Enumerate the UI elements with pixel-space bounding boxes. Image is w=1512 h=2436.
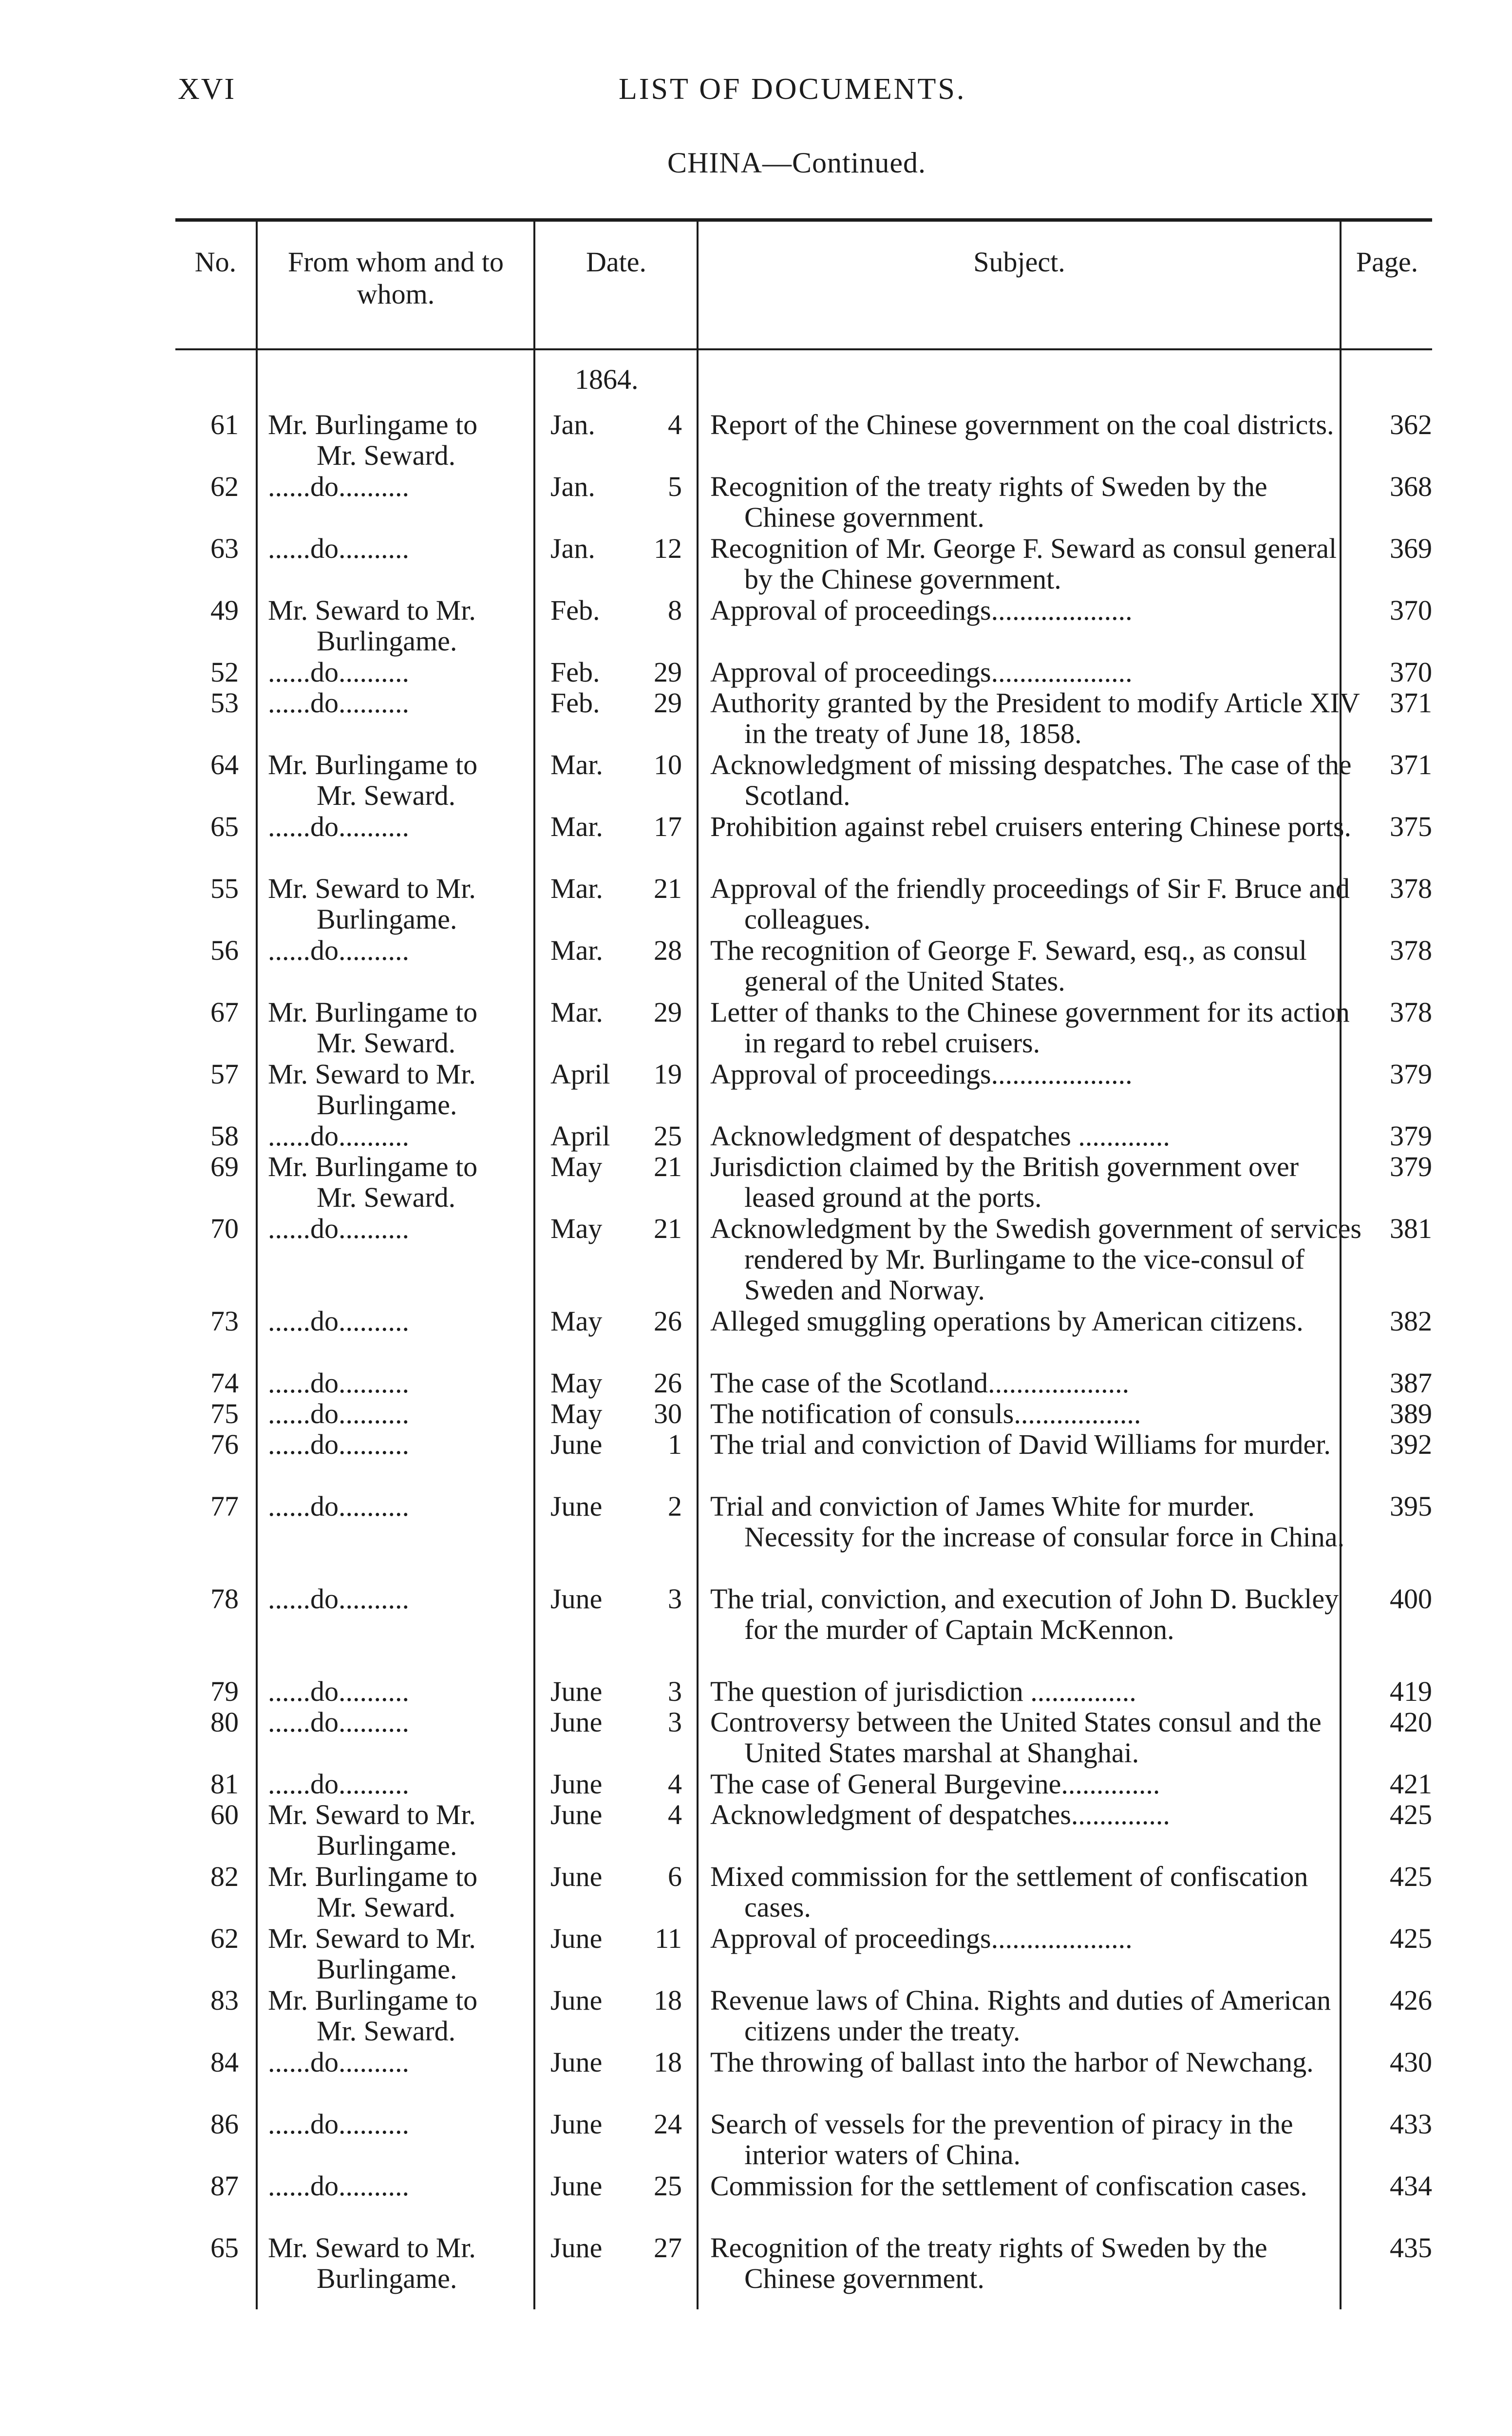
row-subject: The notification of consuls.................. — [710, 1398, 1141, 1429]
row-page: 395 — [1390, 1490, 1432, 1522]
row-month: Mar. — [550, 873, 603, 904]
row-from: Mr. Burlingame to Mr. Seward. — [268, 409, 478, 471]
row-subject: Letter of thanks to the Chinese government for its action in regard to rebel cruisers. — [710, 996, 1350, 1059]
row-page: 370 — [1390, 656, 1432, 688]
column-header-no: No. — [194, 246, 237, 278]
row-month: Feb. — [550, 594, 600, 626]
row-day: 21 — [654, 1213, 682, 1244]
row-day: 3 — [668, 1706, 682, 1738]
row-subject: Controversy between the United States consul and the United States marshal at Shanghai. — [710, 1706, 1322, 1769]
row-subject: Acknowledgment of missing despatches. The case of the Scotland. — [710, 749, 1352, 811]
row-page: 435 — [1390, 2232, 1432, 2264]
row-day: 28 — [654, 934, 682, 966]
row-page: 434 — [1390, 2170, 1432, 2202]
row-from: Mr. Seward to Mr. Burlingame. — [268, 1058, 476, 1121]
row-subject: Commission for the settlement of confiscation cases. — [710, 2170, 1307, 2202]
row-day: 18 — [654, 1984, 682, 2016]
row-number: 77 — [210, 1490, 239, 1522]
row-day: 10 — [654, 749, 682, 780]
row-from: Mr. Burlingame to Mr. Seward. — [268, 1861, 478, 1923]
row-from: ......do.......... — [268, 811, 409, 842]
row-subject: Approval of proceedings.................... — [710, 656, 1133, 688]
row-from: ......do.......... — [268, 1706, 409, 1738]
row-from: Mr. Seward to Mr. Burlingame. — [268, 2232, 476, 2294]
row-month: Jan. — [550, 533, 595, 564]
row-subject: Approval of proceedings.................... — [710, 1058, 1133, 1090]
row-number: 64 — [210, 749, 239, 780]
row-day: 26 — [654, 1305, 682, 1337]
row-number: 81 — [210, 1768, 239, 1800]
row-month: June — [550, 1428, 603, 1460]
row-month: May — [550, 1151, 603, 1182]
row-day: 30 — [654, 1398, 682, 1429]
row-subject: Recognition of the treaty rights of Sweden by the Chinese government. — [710, 471, 1267, 533]
row-month: June — [550, 1490, 603, 1522]
row-from: Mr. Burlingame to Mr. Seward. — [268, 1151, 478, 1213]
row-page: 371 — [1390, 749, 1432, 780]
row-from: Mr. Seward to Mr. Burlingame. — [268, 1799, 476, 1861]
row-number: 82 — [210, 1861, 239, 1892]
row-day: 3 — [668, 1583, 682, 1615]
row-number: 56 — [210, 934, 239, 966]
row-subject: The case of the Scotland.................... — [710, 1367, 1130, 1399]
row-from: Mr. Burlingame to Mr. Seward. — [268, 996, 478, 1059]
row-day: 8 — [668, 594, 682, 626]
row-subject: The throwing of ballast into the harbor of Newchang. — [710, 2046, 1314, 2078]
row-number: 62 — [210, 471, 239, 502]
row-page: 368 — [1390, 471, 1432, 502]
row-subject: The trial and conviction of David Williams for murder. — [710, 1428, 1331, 1460]
row-number: 80 — [210, 1706, 239, 1738]
row-page: 370 — [1390, 594, 1432, 626]
row-page: 369 — [1390, 533, 1432, 564]
row-day: 24 — [654, 2108, 682, 2140]
row-subject: Search of vessels for the prevention of piracy in the interior waters of China. — [710, 2108, 1293, 2170]
row-day: 29 — [654, 687, 682, 719]
row-from: ......do.......... — [268, 2108, 409, 2140]
row-page: 378 — [1390, 996, 1432, 1028]
row-number: 65 — [210, 2232, 239, 2264]
row-from: ......do.......... — [268, 2046, 409, 2078]
row-from: ......do.......... — [268, 1675, 409, 1707]
row-subject: The recognition of George F. Seward, esq., as consul general of the United States. — [710, 934, 1307, 997]
row-from: ......do.......... — [268, 1367, 409, 1399]
row-from: ......do.......... — [268, 2170, 409, 2202]
row-day: 6 — [668, 1861, 682, 1892]
row-day: 25 — [654, 2170, 682, 2202]
row-page: 379 — [1390, 1058, 1432, 1090]
row-subject: Recognition of the treaty rights of Sweden by the Chinese government. — [710, 2232, 1267, 2294]
row-number: 79 — [210, 1675, 239, 1707]
row-subject: Trial and conviction of James White for murder. Necessity for the increase of consular force in China. — [710, 1490, 1345, 1553]
row-month: April — [550, 1120, 610, 1152]
row-number: 74 — [210, 1367, 239, 1399]
row-month: May — [550, 1398, 603, 1429]
row-month: June — [550, 1706, 603, 1738]
row-number: 61 — [210, 409, 239, 440]
row-page: 425 — [1390, 1861, 1432, 1892]
row-from: ......do.......... — [268, 1213, 409, 1244]
row-subject: Recognition of Mr. George F. Seward as consul general by the Chinese government. — [710, 533, 1337, 595]
row-number: 86 — [210, 2108, 239, 2140]
row-page: 392 — [1390, 1428, 1432, 1460]
section-title: CHINA—Continued. — [667, 147, 926, 179]
row-day: 21 — [654, 1151, 682, 1182]
row-page: 378 — [1390, 873, 1432, 904]
row-number: 49 — [210, 594, 239, 626]
row-page: 433 — [1390, 2108, 1432, 2140]
row-from: ......do.......... — [268, 1398, 409, 1429]
row-month: June — [550, 2232, 603, 2264]
row-subject: Acknowledgment by the Swedish government of services rendered by Mr. Burlingame to the vice-consul of Sweden and Norway. — [710, 1213, 1361, 1306]
row-month: Mar. — [550, 996, 603, 1028]
row-number: 70 — [210, 1213, 239, 1244]
row-day: 29 — [654, 656, 682, 688]
row-subject: Acknowledgment of despatches ............. — [710, 1120, 1170, 1152]
row-day: 27 — [654, 2232, 682, 2264]
row-day: 1 — [668, 1428, 682, 1460]
row-from: Mr. Seward to Mr. Burlingame. — [268, 594, 476, 657]
row-number: 55 — [210, 873, 239, 904]
row-page: 379 — [1390, 1120, 1432, 1152]
row-from: Mr. Seward to Mr. Burlingame. — [268, 873, 476, 935]
row-subject: Report of the Chinese government on the coal districts. — [710, 409, 1334, 440]
row-number: 87 — [210, 2170, 239, 2202]
row-day: 19 — [654, 1058, 682, 1090]
row-subject: Authority granted by the President to modify Article XIV in the treaty of June 18, 1858. — [710, 687, 1360, 749]
row-number: 73 — [210, 1305, 239, 1337]
row-day: 29 — [654, 996, 682, 1028]
row-month: June — [550, 2170, 603, 2202]
row-day: 12 — [654, 533, 682, 564]
row-number: 60 — [210, 1799, 239, 1830]
row-subject: Prohibition against rebel cruisers entering Chinese ports. — [710, 811, 1351, 842]
row-subject: Mixed commission for the settlement of confiscation cases. — [710, 1861, 1308, 1923]
row-from: ......do.......... — [268, 1583, 409, 1615]
row-from: ......do.......... — [268, 1768, 409, 1800]
row-subject: Approval of proceedings.................... — [710, 1922, 1133, 1954]
row-day: 25 — [654, 1120, 682, 1152]
row-day: 17 — [654, 811, 682, 842]
row-from: ......do.......... — [268, 1120, 409, 1152]
row-day: 18 — [654, 2046, 682, 2078]
row-month: June — [550, 1922, 603, 1954]
row-page: 389 — [1390, 1398, 1432, 1429]
row-page: 421 — [1390, 1768, 1432, 1800]
row-page: 419 — [1390, 1675, 1432, 1707]
row-month: May — [550, 1367, 603, 1399]
column-header-subject: Subject. — [973, 246, 1065, 278]
row-from: Mr. Burlingame to Mr. Seward. — [268, 749, 478, 811]
row-page: 378 — [1390, 934, 1432, 966]
row-page: 362 — [1390, 409, 1432, 440]
row-month: Feb. — [550, 687, 600, 719]
row-page: 379 — [1390, 1151, 1432, 1182]
row-day: 4 — [668, 409, 682, 440]
row-month: June — [550, 2108, 603, 2140]
column-header-from-line1: From whom and to — [287, 246, 504, 278]
row-from: ......do.......... — [268, 1490, 409, 1522]
row-page: 425 — [1390, 1922, 1432, 1954]
row-number: 78 — [210, 1583, 239, 1615]
row-month: Feb. — [550, 656, 600, 688]
row-page: 430 — [1390, 2046, 1432, 2078]
row-month: June — [550, 1984, 603, 2016]
column-header-from-line2: whom. — [357, 278, 435, 310]
row-number: 63 — [210, 533, 239, 564]
row-day: 5 — [668, 471, 682, 502]
year-label: 1864. — [575, 363, 639, 395]
row-from: Mr. Burlingame to Mr. Seward. — [268, 1984, 478, 2047]
row-number: 52 — [210, 656, 239, 688]
row-month: June — [550, 2046, 603, 2078]
row-from: Mr. Seward to Mr. Burlingame. — [268, 1922, 476, 1985]
row-day: 3 — [668, 1675, 682, 1707]
row-from: ......do.......... — [268, 934, 409, 966]
row-page: 420 — [1390, 1706, 1432, 1738]
row-number: 65 — [210, 811, 239, 842]
row-number: 67 — [210, 996, 239, 1028]
row-subject: Alleged smuggling operations by American citizens. — [710, 1305, 1304, 1337]
row-from: ......do.......... — [268, 1428, 409, 1460]
row-number: 83 — [210, 1984, 239, 2016]
row-number: 57 — [210, 1058, 239, 1090]
row-subject: Acknowledgment of despatches.............. — [710, 1799, 1170, 1830]
row-number: 58 — [210, 1120, 239, 1152]
row-from: ......do.......... — [268, 1305, 409, 1337]
row-page: 387 — [1390, 1367, 1432, 1399]
row-subject: Jurisdiction claimed by the British government over leased ground at the ports. — [710, 1151, 1299, 1213]
row-day: 26 — [654, 1367, 682, 1399]
row-from: ......do.......... — [268, 687, 409, 719]
row-page: 375 — [1390, 811, 1432, 842]
row-subject: The question of jurisdiction ............... — [710, 1675, 1136, 1707]
row-subject: The case of General Burgevine.............. — [710, 1768, 1160, 1800]
row-subject: Approval of the friendly proceedings of Sir F. Bruce and colleagues. — [710, 873, 1350, 935]
row-page: 400 — [1390, 1583, 1432, 1615]
row-number: 53 — [210, 687, 239, 719]
row-day: 11 — [655, 1922, 682, 1954]
row-month: June — [550, 1861, 603, 1892]
row-day: 4 — [668, 1799, 682, 1830]
row-subject: Revenue laws of China. Rights and duties of American citizens under the treaty. — [710, 1984, 1331, 2047]
row-page: 371 — [1390, 687, 1432, 719]
row-month: Jan. — [550, 409, 595, 440]
row-number: 69 — [210, 1151, 239, 1182]
row-month: May — [550, 1305, 603, 1337]
row-month: April — [550, 1058, 610, 1090]
row-number: 75 — [210, 1398, 239, 1429]
row-day: 21 — [654, 873, 682, 904]
row-number: 76 — [210, 1428, 239, 1460]
row-day: 4 — [668, 1768, 682, 1800]
row-month: June — [550, 1583, 603, 1615]
row-month: Mar. — [550, 934, 603, 966]
row-month: June — [550, 1768, 603, 1800]
row-day: 2 — [668, 1490, 682, 1522]
row-month: June — [550, 1799, 603, 1830]
row-number: 84 — [210, 2046, 239, 2078]
column-header-date: Date. — [586, 246, 646, 278]
row-number: 62 — [210, 1922, 239, 1954]
row-from: ......do.......... — [268, 471, 409, 502]
row-subject: The trial, conviction, and execution of John D. Buckley for the murder of Captain McKennon. — [710, 1583, 1339, 1645]
row-month: Mar. — [550, 811, 603, 842]
row-from: ......do.......... — [268, 533, 409, 564]
row-page: 381 — [1390, 1213, 1432, 1244]
row-from: ......do.......... — [268, 656, 409, 688]
row-page: 425 — [1390, 1799, 1432, 1830]
page-number: XVI — [178, 73, 236, 106]
row-month: Mar. — [550, 749, 603, 780]
row-month: June — [550, 1675, 603, 1707]
row-month: May — [550, 1213, 603, 1244]
column-header-page: Page. — [1356, 246, 1418, 278]
row-page: 426 — [1390, 1984, 1432, 2016]
row-month: Jan. — [550, 471, 595, 502]
row-page: 382 — [1390, 1305, 1432, 1337]
page-title: LIST OF DOCUMENTS. — [619, 73, 966, 106]
row-subject: Approval of proceedings.................... — [710, 594, 1133, 626]
